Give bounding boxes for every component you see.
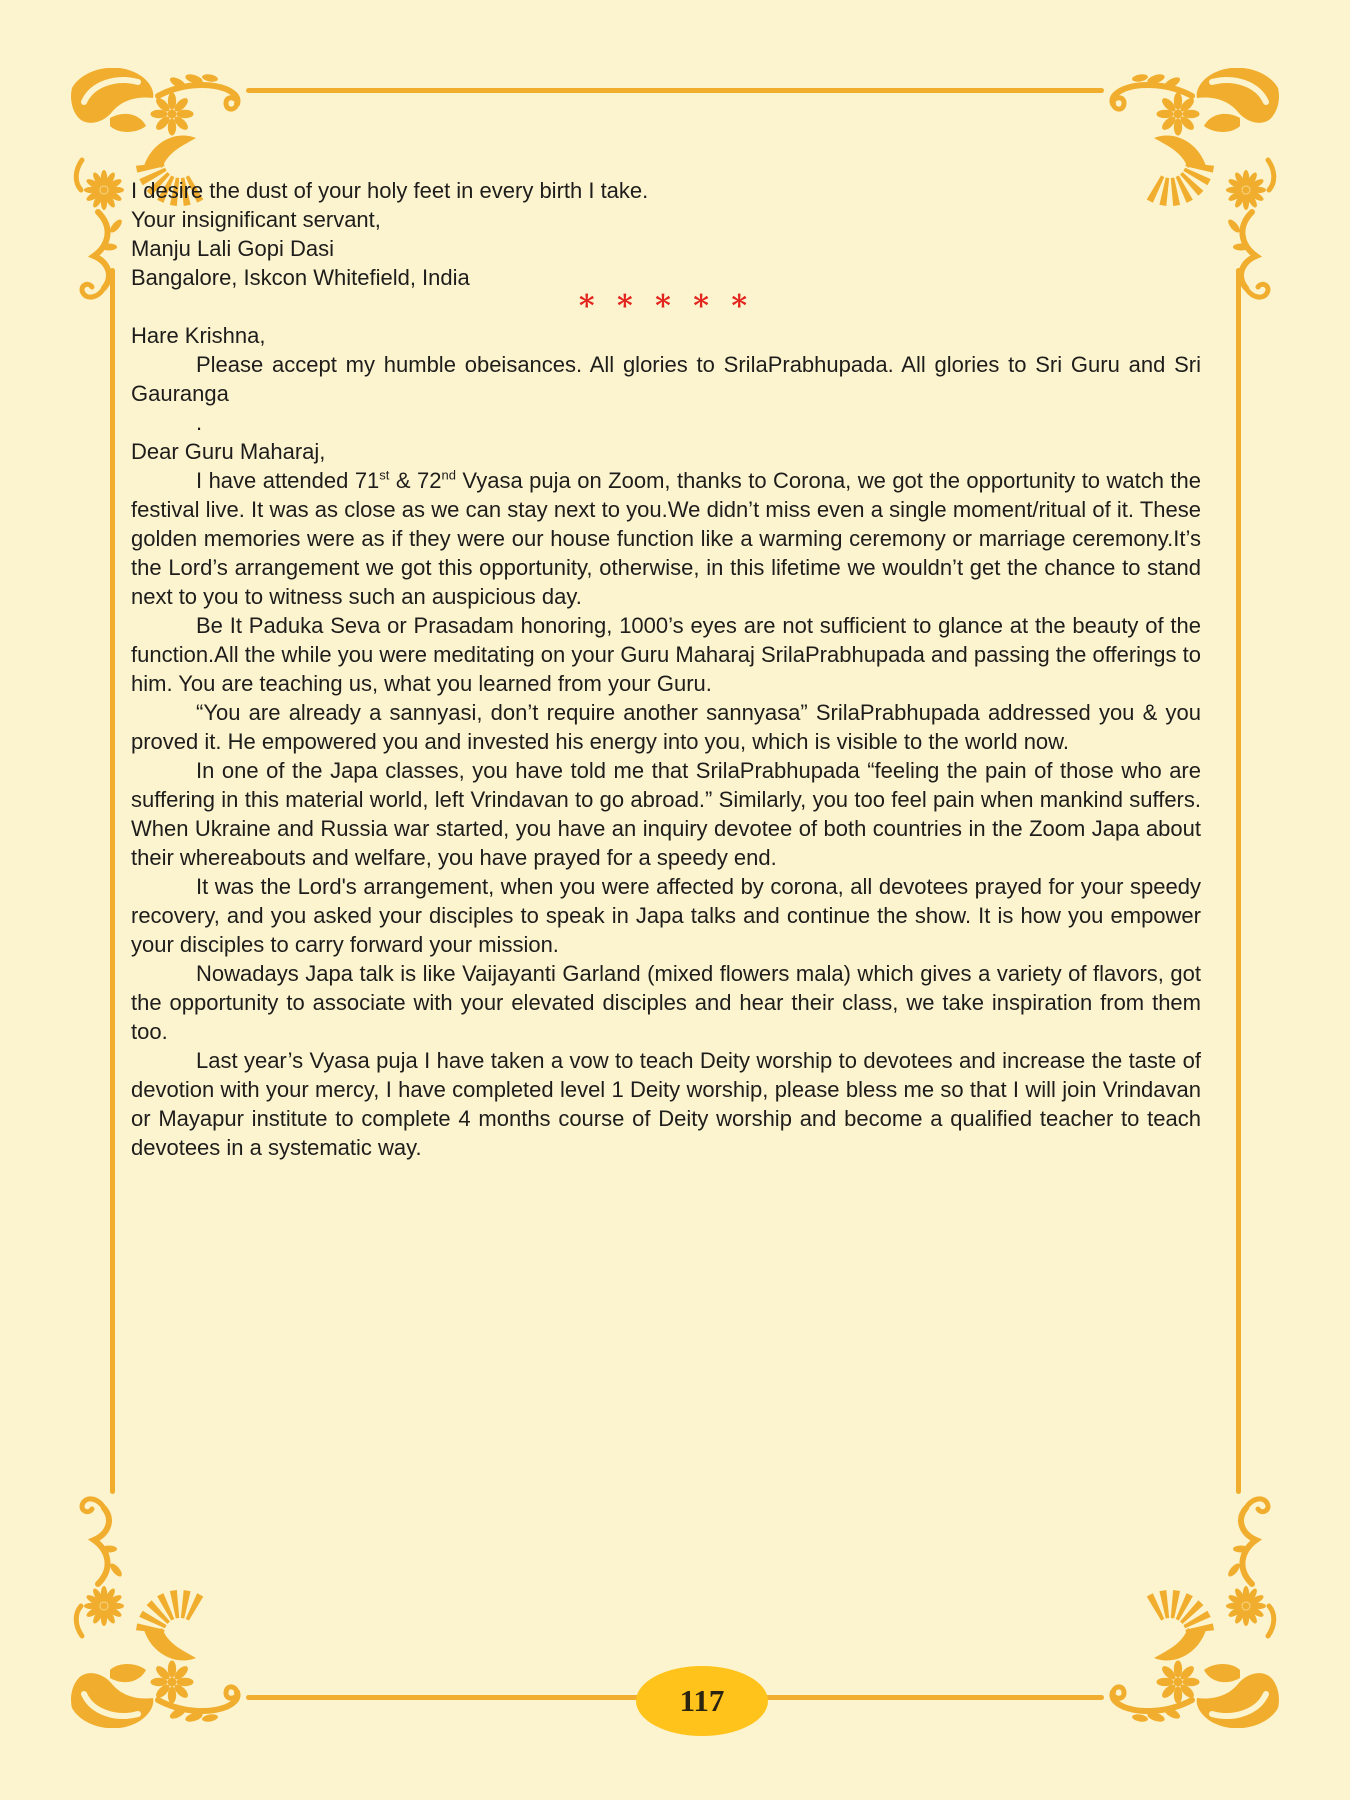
text-segment: Vyasa puja on Zoom, thanks to Corona, we got the opportunity to watch the festival live. It was as close as we can stay next to you.We didn’t miss even a single moment/ritual of it. These golden memories were as if they were our house function like a warming ceremony or marriage ceremony.It’s the Lord’s arrangement we got this opportunity, otherwise, in this lifetime we wouldn’t get the chance to stand next to you to witness such an auspicious day. — [131, 468, 1202, 609]
letter-paragraph: In one of the Japa classes, you have told me that SrilaPrabhupada “feeling the pain of those who are suffering in this material world, left Vrindavan to go abroad.” Similarly, you too feel pain when mankind suffers. When Ukraine and Russia war started, you have an inquiry devotee of both countries in the Zoom Japa about their whereabouts and welfare, you have prayed for a speedy end. — [131, 758, 1201, 870]
letter-paragraph-first — [131, 466, 1201, 611]
closing-author-name: Manju Lali Gopi Dasi — [131, 236, 334, 261]
stray-period: . — [196, 410, 203, 435]
ordinal-superscript: st — [379, 467, 390, 483]
closing-signoff: Your insignificant servant, — [131, 207, 381, 232]
letter-paragraph: It was the Lord's arrangement, when you were affected by corona, all devotees prayed for your speedy recovery, and you asked your disciples to speak in Japa talks and continue the show. It is how you empower your disciples to carry forward your mission. — [131, 874, 1201, 957]
ordinal-superscript: nd — [441, 467, 456, 483]
page-border-right — [1236, 268, 1241, 1494]
letter-greeting: Hare Krishna, — [131, 323, 266, 348]
letter-salutation: Dear Guru Maharaj, — [131, 439, 326, 464]
letter-paragraph: Last year’s Vyasa puja I have taken a vow to teach Deity worship to devotees and increase the taste of devotion with your mercy, I have completed level 1 Deity worship, please bless me so that I will join Vrindavan or Mayapur institute to complete 4 months course of Deity worship and become a qualified teacher to teach devotees in a systematic way. — [131, 1048, 1201, 1160]
closing-location: Bangalore, Iskcon Whitefield, India — [131, 265, 470, 290]
floral-corner-ornament-bottom-left-icon — [60, 1488, 245, 1728]
letter-paragraph: Be It Paduka Seva or Prasadam honoring, 1000’s eyes are not sufficient to glance at the beauty of the function.All the while you were meditating on your Guru Maharaj SrilaPrabhupada and passing the offerings to him. You are teaching us, what you learned from your Guru. — [131, 613, 1201, 696]
floral-corner-ornament-bottom-right-icon — [1105, 1488, 1290, 1728]
page-border-top — [246, 88, 1104, 93]
letter-content — [131, 176, 1201, 1162]
letter-paragraph: Nowadays Japa talk is like Vaijayanti Garland (mixed flowers mala) which gives a variety of flavors, got the opportunity to associate with your elevated disciples and hear their class, we take inspiration from them too. — [131, 961, 1201, 1044]
page-number: 117 — [679, 1683, 725, 1718]
closing-wish: I desire the dust of your holy feet in every birth I take. — [131, 178, 649, 203]
asterisk-separator: * * * * * — [578, 289, 754, 324]
letter-paragraph: “You are already a sannyasi, don’t require another sannyasa” SrilaPrabhupada addressed you & you proved it. He empowered you and invested his energy into you, which is visible to the world now. — [131, 700, 1201, 754]
text-segment: & 72 — [389, 468, 442, 493]
text-segment: I have attended 71 — [196, 468, 380, 493]
page-border-left — [110, 268, 115, 1494]
page-number-badge — [636, 1666, 768, 1736]
letter-paragraphs — [131, 611, 1201, 1162]
letter-obeisances: Please accept my humble obeisances. All glories to SrilaPrabhupada. All glories to Sri Guru and Sri Gauranga — [131, 352, 1201, 406]
